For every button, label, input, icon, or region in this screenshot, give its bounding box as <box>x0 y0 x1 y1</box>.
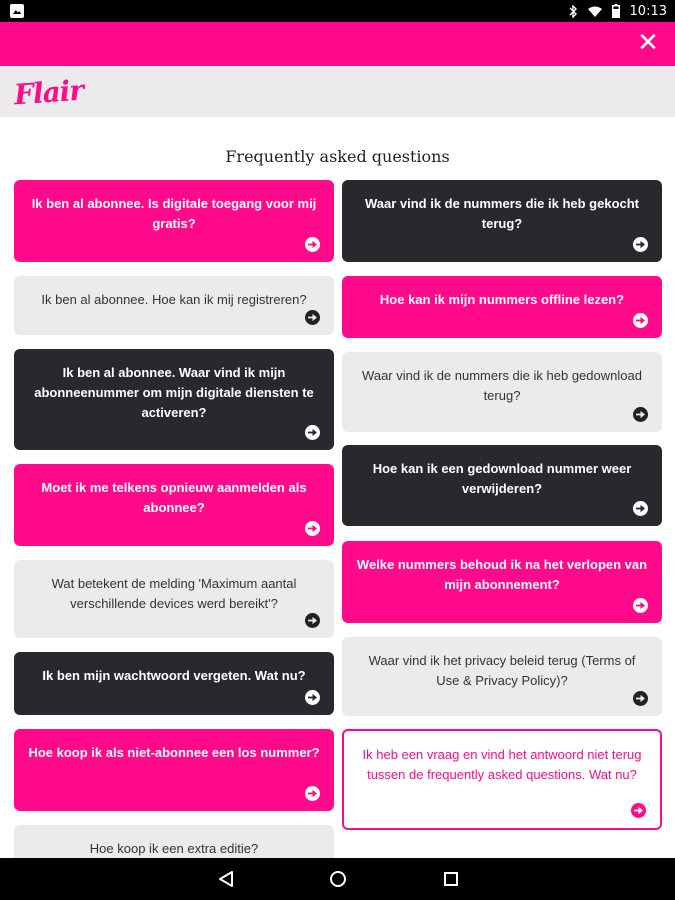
navigation-bar <box>0 858 675 900</box>
faq-question: Waar vind ik het privacy beleid terug (Terms of Use & Privacy Policy)? <box>368 653 636 688</box>
arrow-right-icon <box>633 407 648 422</box>
arrow-right-icon <box>633 501 648 516</box>
faq-question: Hoe kan ik mijn nummers offline lezen? <box>379 292 625 307</box>
arrow-right-icon <box>305 613 320 628</box>
bluetooth-icon <box>569 5 578 18</box>
status-bar <box>0 0 675 22</box>
status-icons <box>569 3 667 19</box>
close-icon[interactable]: ✕ <box>637 28 659 58</box>
arrow-right-icon <box>633 598 648 613</box>
back-icon[interactable] <box>216 869 236 889</box>
faq-card-right-1[interactable] <box>342 180 662 262</box>
page-title: Frequently asked questions <box>225 147 450 166</box>
faq-card-right-7[interactable] <box>342 729 662 830</box>
faq-card-left-3[interactable] <box>14 349 334 450</box>
faq-question: Ik ben al abonnee. Waar vind ik mijn abonneenummer om mijn digitale diensten te activeren? <box>34 365 314 420</box>
wifi-icon <box>588 6 602 17</box>
faq-card-left-4[interactable] <box>14 464 334 546</box>
faq-question: Ik ben al abonnee. Is digitale toegang voor mij gratis? <box>31 196 317 231</box>
arrow-right-icon <box>631 803 646 818</box>
faq-card-right-4[interactable] <box>342 445 662 526</box>
faq-question: Hoe koop ik als niet-abonnee een los nummer? <box>28 745 320 760</box>
faq-card-left-1[interactable] <box>14 180 334 262</box>
faq-card-right-2[interactable] <box>342 276 662 338</box>
logo-bar <box>0 66 675 117</box>
faq-question: Wat betekent de melding 'Maximum aantal verschillende devices werd bereikt'? <box>51 576 297 611</box>
faq-card-right-6[interactable] <box>342 637 662 716</box>
faq-content[interactable] <box>0 117 675 858</box>
arrow-right-icon <box>305 521 320 536</box>
arrow-right-icon <box>633 237 648 252</box>
faq-question: Waar vind ik de nummers die ik heb gekocht terug? <box>364 196 640 231</box>
arrow-right-icon <box>633 313 648 328</box>
arrow-right-icon <box>305 690 320 705</box>
faq-card-left-6[interactable] <box>14 652 334 715</box>
status-time: 10:13 <box>629 3 667 19</box>
home-icon[interactable] <box>328 869 348 889</box>
faq-question: Welke nummers behoud ik na het verlopen van mijn abonnement? <box>356 557 648 592</box>
faq-question: Moet ik me telkens opnieuw aanmelden als abonnee? <box>41 480 307 515</box>
faq-question: Ik ben mijn wachtwoord vergeten. Wat nu? <box>42 668 306 683</box>
gallery-notification-icon <box>10 4 24 18</box>
faq-card-left-8[interactable] <box>14 825 334 858</box>
faq-question: Waar vind ik de nummers die ik heb gedownload terug? <box>362 368 642 403</box>
faq-question: Ik ben al abonnee. Hoe kan ik mij registreren? <box>41 292 307 307</box>
arrow-right-icon <box>305 425 320 440</box>
recent-apps-icon[interactable] <box>441 869 461 889</box>
faq-question: Hoe kan ik een gedownload nummer weer verwijderen? <box>372 461 632 496</box>
faq-card-left-2[interactable] <box>14 276 334 335</box>
faq-card-right-3[interactable] <box>342 352 662 432</box>
arrow-right-icon <box>305 310 320 325</box>
arrow-right-icon <box>305 786 320 801</box>
faq-question: Hoe koop ik een extra editie? <box>89 841 259 856</box>
battery-icon <box>612 4 620 18</box>
faq-question: Ik heb een vraag en vind het antwoord niet terug tussen de frequently asked questions. Wat nu? <box>362 747 642 782</box>
arrow-right-icon <box>633 691 648 706</box>
faq-card-right-5[interactable] <box>342 541 662 623</box>
faq-card-left-7[interactable] <box>14 729 334 811</box>
faq-card-left-5[interactable] <box>14 560 334 638</box>
app-bar <box>0 22 675 66</box>
arrow-right-icon <box>305 237 320 252</box>
flair-logo: Flair <box>12 73 85 112</box>
